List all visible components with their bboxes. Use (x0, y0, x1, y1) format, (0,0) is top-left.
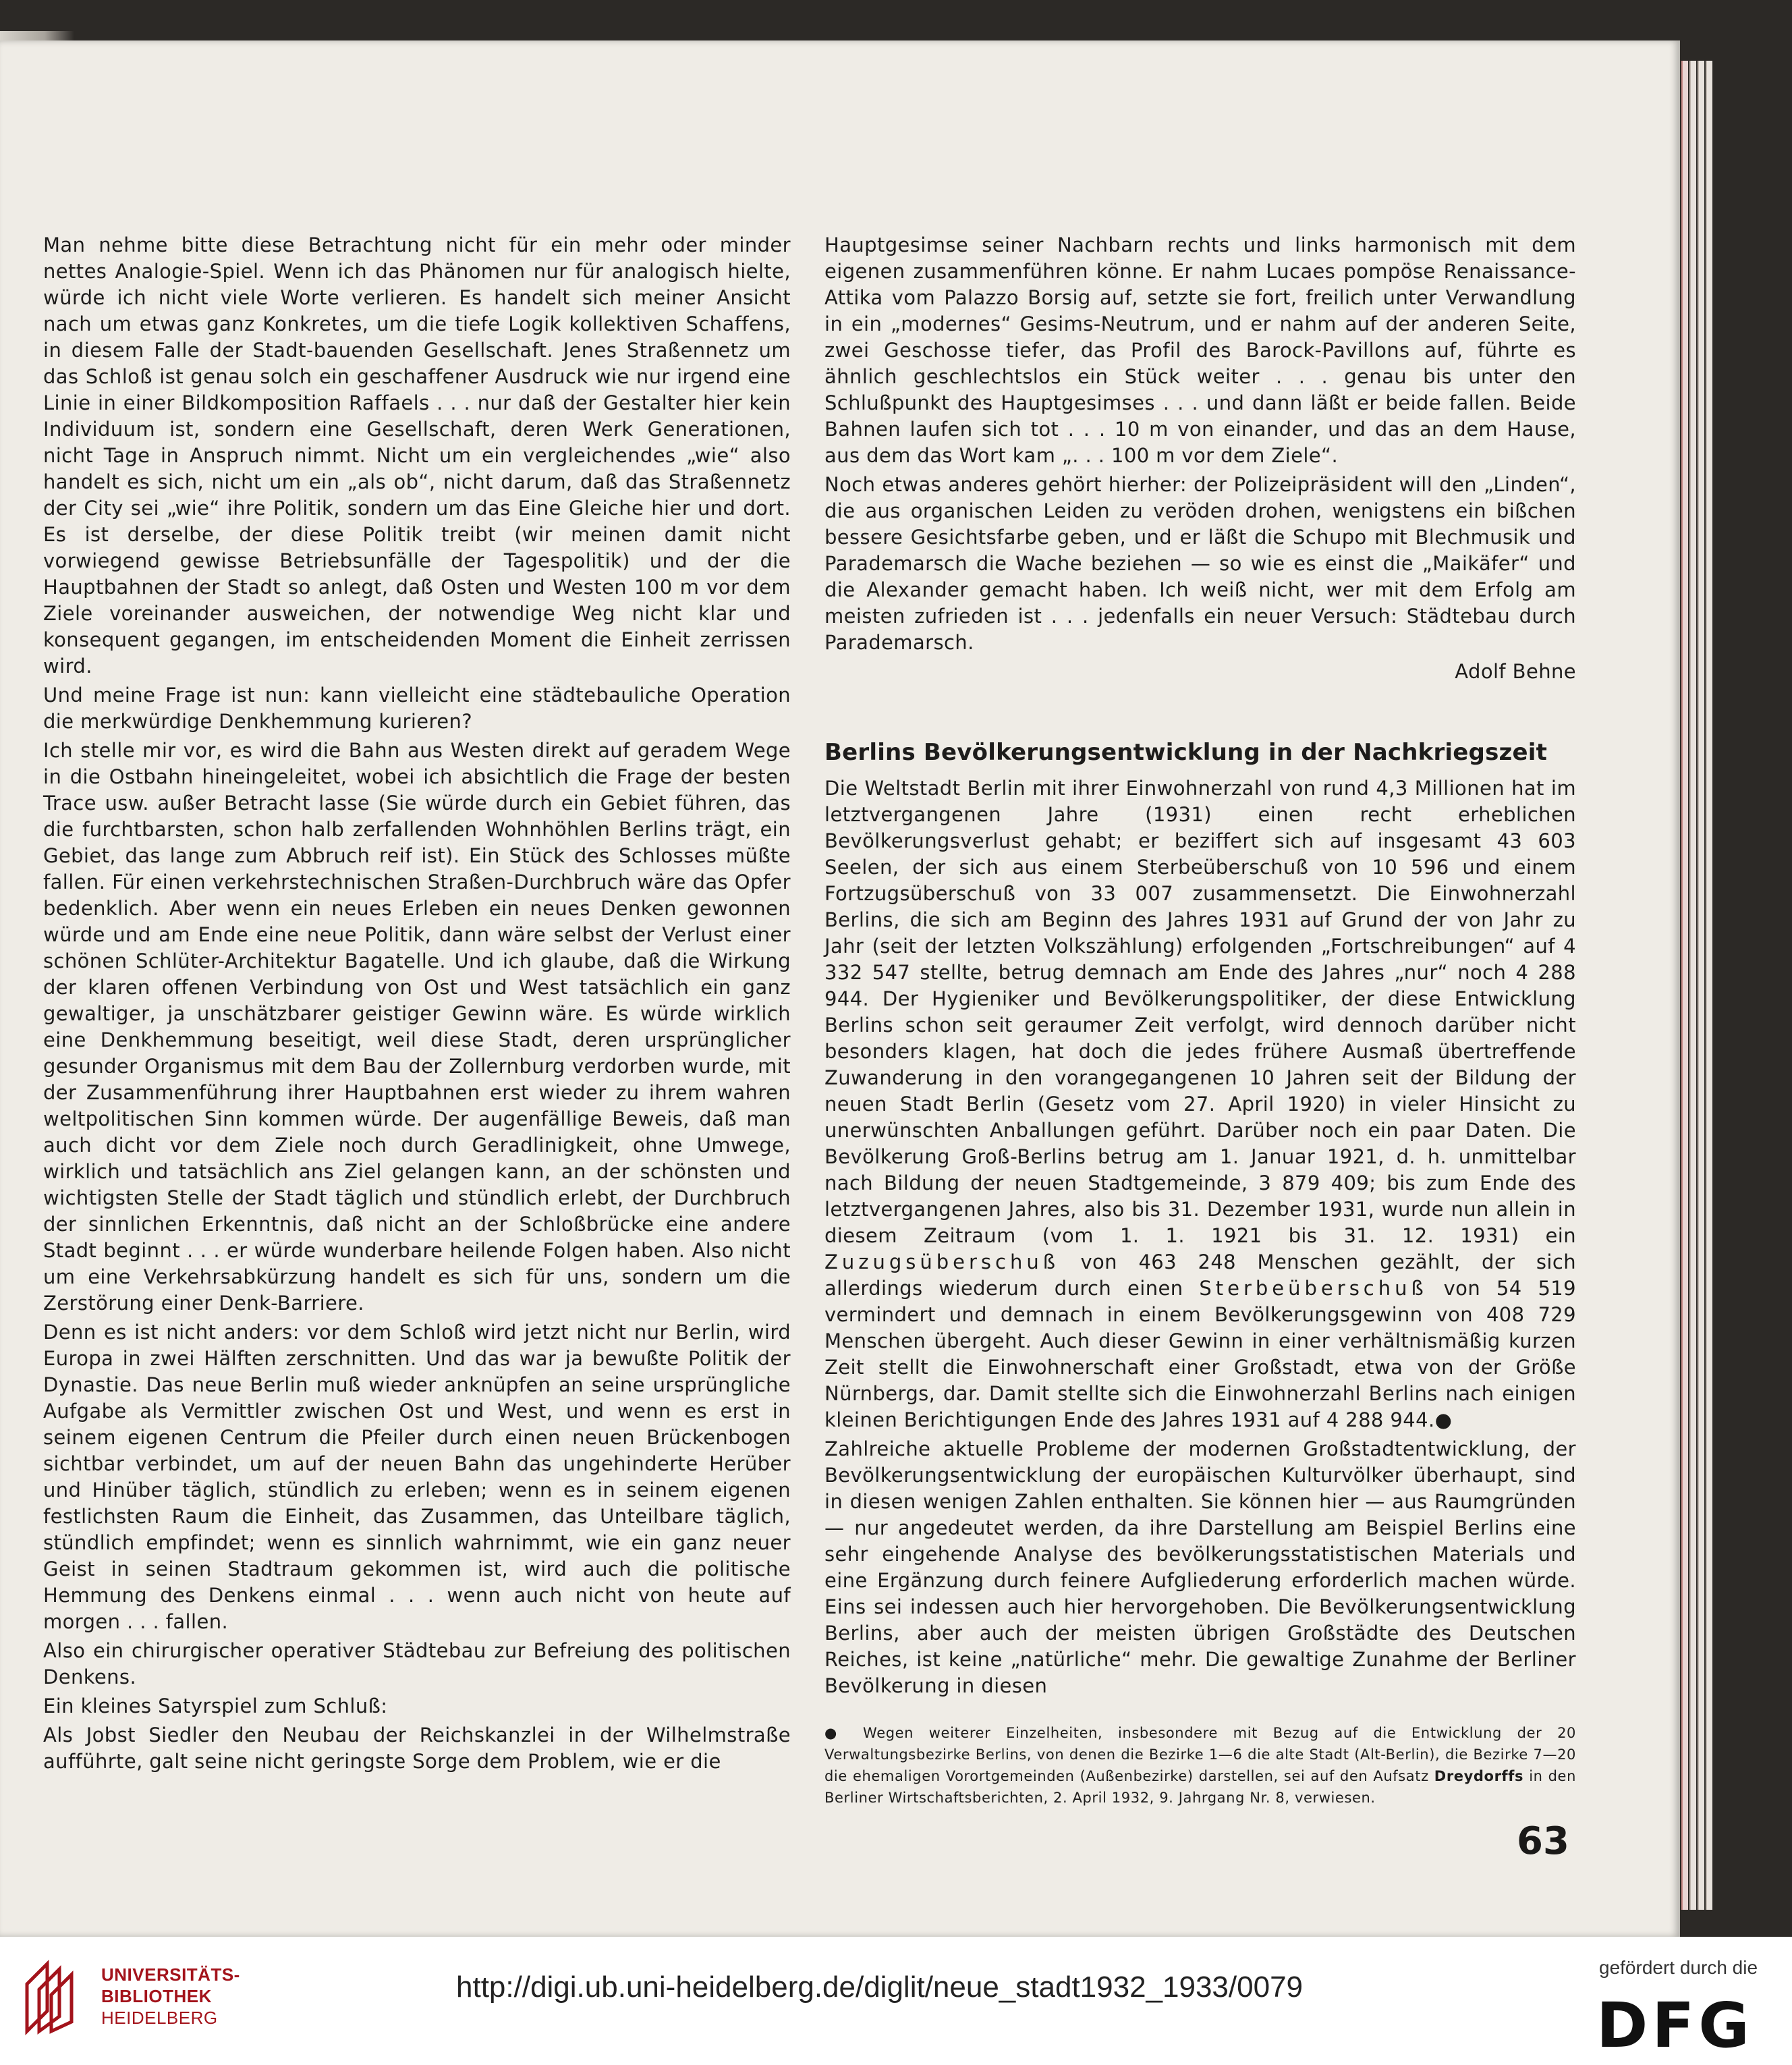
viewer-footer (0, 1937, 1792, 2065)
left-column (43, 232, 791, 1778)
page-edge (1681, 61, 1688, 1910)
article-title: Berlins Bevölkerungsentwicklung in der Nachkriegszeit (824, 739, 1548, 766)
text-run: Die Weltstadt Berlin mit ihrer Einwohnerzahl von rund 4,3 Millionen hat im letztvergangenen Jahre (1931) einen recht erheblichen Bevölkerungsverlust gehabt; er beziffert sich auf insgesamt 43 603 Seelen, der sich aus einem Sterbeüberschuß von 10 596 und einem Fortzugsüberschuß von 33 007 zusammensetzt. Die Einwohnerzahl Berlins, die sich am Beginn des Jahres 1931 auf Grund der von Jahr zu Jahr (seit der letzten Volkszählung) erfolgenden „Fortschreibungen“ auf 4 332 547 stellte, betrug demnach am Ende des Jahres „nur“ noch 4 288 944. Der Hygieniker und Bevölkerungspolitiker, der diese Entwicklung Berlins schon seit geraumer Zeit verfolgt, wird dennoch darüber nicht besonders klagen, hat doch die jedes frühere Ausmaß übertreffende Zuwanderung in den vorangegangenen 10 Jahren seit der Bildung der neuen Stadt Berlin (Gesetz vom 27. April 1920) in vieler Hinsicht zu unerwünschten Anballungen geführt. Darüber noch ein paar Daten. Die Bevölkerung Groß-Berlins betrug am 1. Januar 1921, d. h. unmittelbar nach Bildung der neuen Stadtgemeinde, 3 879 409; bis zum Ende des letztvergangenen Jahres, also bis 31. Dezember 1931, wurde nun allein in diesem Zeitraum (vom 1. 1. 1921 bis 31. 12. 1931) ein (824, 777, 1576, 1247)
dfg-logo: DFG (1596, 1989, 1754, 2062)
page-edge (1698, 61, 1704, 1910)
page-number: 63 (1517, 1819, 1569, 1863)
paragraph: Man nehme bitte diese Betrachtung nicht für ein mehr oder minder nettes Analogie-Spiel. Wenn ich das Phänomen nur für analogisch hielte, würde ich nicht viele Worte verlieren. Es handelt sich meiner Ansicht nach um etwas ganz Konkretes, um die tiefe Logik kollektiven Schaffens, in diesem Falle der Stadt-bauenden Gesellschaft. Jenes Straßennetz um das Schloß ist genau solch ein geschaffener Ausdruck wie nur irgend eine Linie in einer Bildkomposition Raffaels . . . nur daß der Gestalter hier kein Individuum ist, sondern eine Gesellschaft, deren Werk Generationen, nicht Tage in Anspruch nimmt. Nicht um ein vergleichendes „wie“ also handelt es sich, nicht um ein „als ob“, nicht darum, daß das Straßennetz der City sei „wie“ ihre Politik, sondern um das Eine Gleiche hier und dort. Es ist derselbe, der diese Politik treibt (wir meinen damit nicht vorwiegend gewisse Betriebsunfälle der Tagespolitik) und der die Hauptbahnen der Stadt so anlegt, daß Osten und Westen 100 m vor dem Ziele voreinander ausweichen, der notwendige Weg nicht klar und konsequent gegangen, im entscheidenden Moment die Einheit zerrissen wird. (43, 233, 791, 678)
paragraph (824, 775, 1576, 1433)
right-column (824, 232, 1576, 1811)
paragraph: Denn es ist nicht anders: vor dem Schloß wird jetzt nicht nur Berlin, wird Europa in zwei Hälften zerschnitten. Und das war ja bewußte Politik der Dynastie. Das neue Berlin muß wieder anknüpfen an seine ursprüngliche Aufgabe als Vermittler zwischen Ost und West, und wenn es erst in seinem eigenen Centrum die Pfeiler durch einen neuen Brückenbogen sichtbar verbindet, um auf der neuen Bahn das ungehinderte Herüber und Hinüber täglich, stündlich zu erleben; wenn es in seinem eigenen festlichsten Raum die Einheit, das Zusammen, das Unteilbare täglich, stündlich empfindet; wenn es sinnlich wahrnimmt, wie ein ganz neuer Geist in seinen Stadtraum gekommen ist, wird auch die politische Hemmung des Denkens einmal . . . wenn auch nicht von heute auf morgen . . . fallen. (43, 1321, 791, 1633)
book-page (0, 40, 1680, 1937)
university-library-logo-icon (20, 1957, 85, 2038)
spaced-emphasis: Sterbeüberschuß (1199, 1277, 1428, 1300)
paragraph: Und meine Frage ist nun: kann vielleicht eine städtebauliche Operation die merkwürdige Denkhemmung kurieren? (43, 684, 791, 733)
page-edge (1689, 61, 1696, 1910)
funding-caption: gefördert durch die (1599, 1957, 1758, 1978)
author-name: Dreydorffs (1434, 1768, 1524, 1784)
text-run: von 463 248 Menschen gezählt, der sich allerdings wiederum durch einen (824, 1250, 1576, 1300)
text-run: von 54 519 vermindert und demnach in einem Bevölkerungsgewinn von 408 729 Menschen übergeht. Auch dieser Gewinn in einer verhältnismäßig kurzen Zeit stellt die Einwohnerschaft einer Großstadt, etwa von der Größe Nürnbergs, dar. Damit stellte sich die Einwohnerzahl Berlins nach einigen kleinen Berichtigungen Ende des Jahres 1931 auf 4 288 944.● (824, 1277, 1577, 1431)
digital-object-url[interactable]: http://digi.ub.uni-heidelberg.de/diglit/neue_stadt1932_1933/0079 (456, 1971, 1304, 2004)
library-name-line: UNIVERSITÄTS- (101, 1964, 240, 1985)
text-run: ● Wegen weiterer Einzelheiten, insbesondere mit Bezug auf die Entwicklung der 20 Verwaltungsbezirke Berlins, von denen die Bezirke 1—6 die alte Stadt (Alt-Berlin), die Bezirke 7—20 die ehemaligen Vorortgemeinden (Außenbezirke) darstellen, sei auf den Aufsatz (824, 1725, 1576, 1784)
author-signature: Adolf Behne (1455, 660, 1576, 683)
footnote (824, 1722, 1576, 1809)
spaced-emphasis: Zuzugsüberschuß (824, 1250, 1059, 1273)
paragraph: Als Jobst Siedler den Neubau der Reichskanzlei in der Wilhelmstraße aufführte, galt seine nicht geringste Sorge dem Problem, wie er die (43, 1724, 791, 1773)
library-name-line: HEIDELBERG (101, 2008, 218, 2028)
text-run: in den Berliner Wirtschaftsberichten, 2. April 1932, 9. Jahrgang Nr. 8, verwiesen. (824, 1768, 1576, 1806)
paragraph: Ich stelle mir vor, es wird die Bahn aus Westen direkt auf geradem Wege in die Ostbahn hineingeleitet, wobei ich absichtlich die Frage der besten Trace usw. außer Betracht lasse (Sie würde durch ein Gebiet führen, das die furchtbarsten, schon halb zerfallenden Wohnhöhlen Berlins trägt, ein Gebiet, das lange zum Abbruch reif ist). Ein Stück des Schlosses müßte fallen. Für einen verkehrstechnischen Straßen-Durchbruch wäre das Opfer bedenklich. Aber wenn ein neues Erleben ein neues Denken gewonnen würde und am Ende eine neue Politik, dann wäre selbst der Verlust einer schönen Schlüter-Architektur Bagatelle. Und ich glaube, daß die Wirkung der klaren offenen Verbindung von Ost und West tatsächlich ein ganz gewaltiger, ja unschätzbarer geistiger Gewinn wäre. Es würde wirklich eine Denkhemmung beseitigt, weil diese Stadt, deren ursprünglicher gesunder Organismus mit dem Bau der Zollernburg verdorben wurde, mit der Zusammenführung ihrer Hauptbahnen erst wieder zu ihrem wahren weltpolitischen Sinn kommen würde. Der augenfällige Beweis, daß man auch dicht vor dem Ziele noch durch Geradlinigkeit, ohne Umwege, wirklich und tatsächlich ans Ziel gelangen kann, an der schönsten und wichtigsten Stelle der Stadt täglich und stündlich erlebt, der Durchbruch der sinnlichen Erkenntnis, daß nicht an der Schloßbrücke eine andere Stadt beginnt . . . er würde wunderbare heilende Folgen haben. Also nicht um eine Verkehrsabkürzung handelt es sich für uns, sondern um die Zerstörung einer Denk-Barriere. (43, 739, 791, 1315)
paragraph: Ein kleines Satyrspiel zum Schluß: (43, 1695, 388, 1717)
paragraph: Noch etwas anderes gehört hierher: der Polizeipräsident will den „Linden“, die aus organischen Leiden zu veröden drohen, wenigstens ein bißchen bessere Gesichtsfarbe geben, und er läßt die Schupo mit Blechmusik und Parademarsch die Wache beziehen — so wie es einst die „Maikäfer“ und die Alexander gemacht haben. Ich weiß nicht, wer mit dem Erfolg am meisten zufrieden ist . . . jedenfalls ein neuer Versuch: Städtebau durch Parademarsch. (824, 473, 1576, 654)
page-edge (1706, 61, 1712, 1910)
paragraph: Zahlreiche aktuelle Probleme der modernen Großstadtentwicklung, der Bevölkerungsentwicklung der europäischen Kulturvölker überhaupt, sind in diesen wenigen Zahlen enthalten. Sie können hier — aus Raumgründen — nur angedeutet werden, da ihre Darstellung am Beispiel Berlins eine sehr eingehende Analyse des bevölkerungsstatistischen Materials und eine Ergänzung durch feinere Aufgliederung erforderlich machen würde. Eins sei indessen auch hier hervorgehoben. Die Bevölkerungsentwicklung Berlins, aber auch der meisten übrigen Großstädte des Deutschen Reiches, ist keine „natürliche“ mehr. Die gewaltige Zunahme der Berliner Bevölkerung in diesen (824, 1437, 1576, 1697)
library-name-line: BIBLIOTHEK (101, 1986, 212, 2006)
paragraph: Hauptgesimse seiner Nachbarn rechts und links harmonisch mit dem eigenen zusammenführen könne. Er nahm Lucaes pompöse Renaissance-Attika vom Palazzo Borsig auf, setzte sie fort, freilich unter Verwandlung in ein „modernes“ Gesims-Neutrum, und er nahm auf der anderen Seite, zwei Geschosse tiefer, das Profil des Barock-Pavillons auf, führte es ähnlich geschlechtslos ein Stück weiter . . . genau bis unter den Schlußpunkt des Hauptgesimses . . . und dann läßt er beide fallen. Beide Bahnen laufen sich tot . . . 10 m von einander, und das an dem Hause, aus dem das Wort kam „. . . 100 m vor dem Ziele“. (824, 233, 1576, 467)
paragraph: Also ein chirurgischer operativer Städtebau zur Befreiung des politischen Denkens. (43, 1639, 791, 1688)
